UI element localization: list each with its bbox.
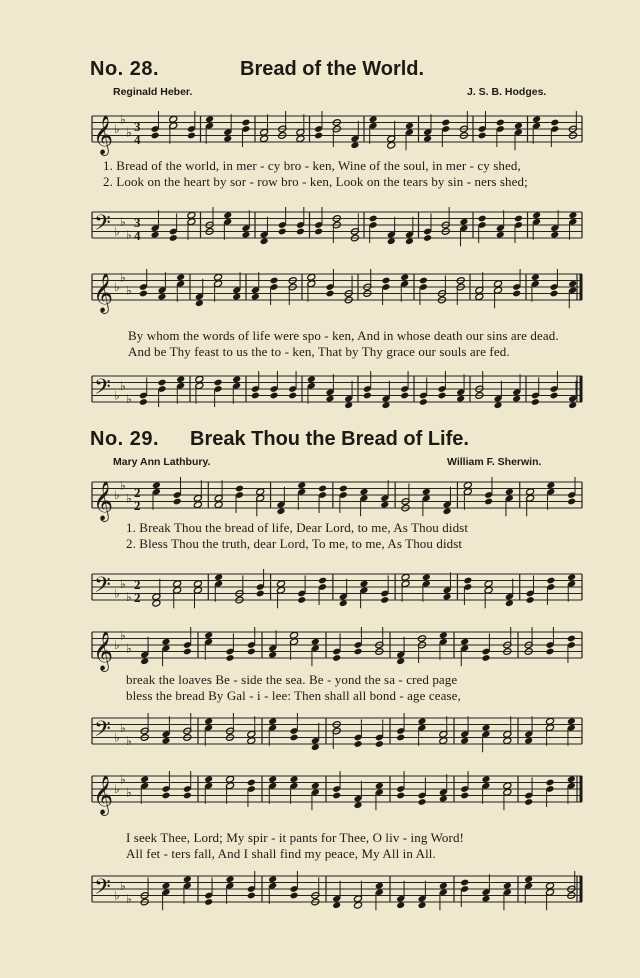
note-head — [268, 717, 277, 725]
flat-icon: ♭ — [114, 388, 120, 403]
note-head — [478, 215, 487, 223]
flat-icon: ♭ — [126, 891, 132, 906]
note-head — [482, 775, 491, 783]
note-head — [307, 273, 316, 281]
lyric-line: 2. Bless Thou the truth, dear Lord, To me, to me, As Thou didst — [126, 536, 463, 551]
flat-icon: ♭ — [126, 589, 132, 604]
flat-icon: ♭ — [114, 280, 120, 294]
note-head — [290, 892, 299, 900]
note-head — [139, 398, 148, 406]
note-head — [546, 481, 555, 489]
note-head — [162, 792, 171, 800]
lyric-line: I seek Thee, Lord; My spir - it pants for Thee, O liv - ing Word! — [126, 830, 464, 845]
note-head — [232, 293, 241, 301]
treble-staff — [0, 628, 640, 671]
note-head — [276, 507, 285, 515]
note-head — [396, 901, 405, 909]
note-head — [459, 218, 468, 226]
note-head — [183, 648, 192, 656]
note-head — [235, 485, 244, 493]
time-signature-bottom: 4 — [134, 132, 141, 148]
note-head — [251, 392, 260, 400]
note-head — [350, 141, 359, 149]
note-head — [439, 795, 448, 803]
note-head — [173, 580, 182, 588]
note-head — [326, 290, 335, 298]
note-head — [360, 580, 369, 588]
note-head — [247, 648, 256, 656]
note-head — [418, 798, 427, 806]
lyric-line: 1. Break Thou the bread of life, Dear Lord, to me, As Thou didst — [126, 520, 469, 535]
note-head — [482, 724, 491, 732]
note-head — [363, 392, 372, 400]
treble-clef-icon: 𝄞 — [93, 115, 114, 155]
note-head — [568, 211, 577, 219]
note-head — [567, 573, 576, 581]
bass-clef-icon: 𝄢 — [94, 717, 111, 747]
note-head — [396, 792, 405, 800]
note-head — [268, 875, 277, 883]
note-head — [251, 293, 260, 301]
note-head — [382, 277, 391, 285]
note-head — [419, 398, 428, 406]
note-head — [375, 882, 384, 890]
note-head — [183, 875, 192, 883]
note-head — [396, 657, 405, 665]
note-head — [187, 211, 196, 219]
note-head — [354, 648, 363, 656]
note-head — [546, 577, 555, 585]
flat-icon: ♭ — [120, 576, 126, 591]
note-head — [152, 481, 161, 489]
note-head — [567, 717, 576, 725]
hymn-number: No. 28. — [90, 58, 160, 80]
note-head — [270, 392, 279, 400]
note-head — [438, 392, 447, 400]
note-head — [204, 775, 213, 783]
note-head — [162, 638, 171, 646]
note-head — [296, 135, 305, 143]
note-head — [204, 717, 213, 725]
note-head — [162, 882, 171, 890]
note-head — [503, 882, 512, 890]
note-head — [387, 141, 396, 149]
flat-icon: ♭ — [114, 586, 120, 601]
bass-staff — [0, 714, 640, 754]
note-head — [550, 119, 559, 127]
lyric-line: bless the bread By Gal - i - lee: Then shall all bond - age cease, — [126, 688, 461, 703]
note-head — [484, 580, 493, 588]
note-head — [290, 631, 299, 639]
note-head — [423, 234, 432, 242]
note-head — [214, 573, 223, 581]
flat-icon: ♭ — [114, 638, 120, 652]
flat-icon: ♭ — [114, 782, 120, 796]
hymn-title: Break Thou the Bread of Life. — [190, 428, 469, 450]
note-head — [401, 573, 410, 581]
note-head — [204, 631, 213, 639]
note-head — [531, 398, 540, 406]
note-head — [546, 882, 555, 890]
lyric-line: All fet - ters fall, And I shall find my peace, My All in All. — [126, 846, 436, 861]
bass-clef-icon: 𝄢 — [94, 573, 111, 603]
treble-staff — [0, 772, 640, 815]
note-head — [550, 392, 559, 400]
note-head — [482, 654, 491, 662]
note-head — [419, 277, 428, 285]
note-head — [524, 798, 533, 806]
note-head — [311, 782, 320, 790]
note-head — [494, 401, 503, 409]
note-head — [503, 737, 512, 745]
note-head — [526, 596, 535, 604]
note-head — [232, 375, 241, 383]
flat-icon: ♭ — [126, 125, 132, 140]
note-head — [354, 740, 363, 748]
note-head — [514, 215, 523, 223]
note-head — [443, 593, 452, 601]
flat-icon: ♭ — [120, 720, 126, 735]
note-head — [514, 122, 523, 130]
time-signature-top: 2 — [134, 485, 141, 501]
note-head — [158, 379, 167, 387]
flat-icon: ♭ — [114, 224, 120, 239]
note-head — [460, 879, 469, 887]
note-head — [380, 501, 389, 509]
note-head — [405, 237, 414, 245]
note-head — [439, 631, 448, 639]
hymn-number: No. 29. — [90, 428, 160, 450]
note-head — [380, 596, 389, 604]
note-head — [526, 488, 535, 496]
note-head — [311, 638, 320, 646]
note-head — [354, 801, 363, 809]
note-head — [247, 892, 256, 900]
note-head — [439, 882, 448, 890]
time-signature-bottom: 2 — [134, 498, 141, 514]
note-head — [422, 488, 431, 496]
note-head — [382, 401, 391, 409]
time-signature-top: 2 — [134, 577, 141, 593]
time-signature-top: 3 — [134, 215, 141, 231]
note-head — [162, 737, 171, 745]
note-head — [318, 485, 327, 493]
note-head — [176, 375, 185, 383]
bass-staff — [0, 872, 640, 912]
bass-clef-icon: 𝄢 — [94, 211, 111, 241]
note-head — [344, 401, 353, 409]
treble-clef-icon: 𝄞 — [93, 481, 114, 521]
treble-staff — [0, 270, 640, 313]
note-head — [173, 498, 182, 506]
bass-staff — [0, 372, 640, 412]
note-head — [297, 481, 306, 489]
note-head — [326, 395, 335, 403]
flat-icon: ♭ — [126, 227, 132, 242]
note-head — [567, 635, 576, 643]
flat-icon: ♭ — [114, 122, 120, 136]
note-head — [546, 648, 555, 656]
note-head — [460, 737, 469, 745]
note-head — [270, 277, 279, 285]
note-head — [187, 132, 196, 140]
note-head — [532, 211, 541, 219]
note-head — [567, 498, 576, 506]
note-head — [496, 231, 505, 239]
note-head — [193, 501, 202, 509]
note-head — [151, 132, 160, 140]
final-bar — [580, 876, 583, 902]
note-head — [226, 875, 235, 883]
note-head — [441, 119, 450, 127]
time-signature-top: 3 — [134, 119, 141, 135]
note-head — [475, 293, 484, 301]
music-credit: William F. Sherwin. — [447, 456, 542, 468]
lyric-line: 2. Look on the heart by sor - row bro - ken, Look on the tears by sin - ners shed; — [103, 174, 528, 189]
note-head — [439, 737, 448, 745]
note-head — [418, 901, 427, 909]
note-head — [418, 717, 427, 725]
note-head — [478, 132, 487, 140]
treble-clef-icon: 𝄞 — [93, 631, 114, 671]
flat-icon: ♭ — [114, 730, 120, 745]
note-head — [405, 122, 414, 130]
note-head — [195, 299, 204, 307]
bass-clef-icon: 𝄢 — [94, 375, 111, 405]
note-head — [214, 379, 223, 387]
note-head — [311, 743, 320, 751]
note-head — [314, 228, 323, 236]
note-head — [375, 782, 384, 790]
note-head — [463, 481, 472, 489]
note-head — [176, 273, 185, 281]
note-head — [568, 280, 577, 288]
note-head — [505, 599, 514, 607]
note-head — [139, 290, 148, 298]
flat-icon: ♭ — [120, 378, 126, 393]
note-head — [296, 228, 305, 236]
note-head — [276, 580, 285, 588]
note-head — [268, 651, 277, 659]
note-head — [400, 392, 409, 400]
note-head — [396, 734, 405, 742]
note-head — [307, 375, 316, 383]
words-credit: Mary Ann Lathbury. — [113, 456, 211, 468]
note-head — [494, 280, 503, 288]
note-head — [369, 115, 378, 123]
note-head — [183, 792, 192, 800]
note-head — [567, 775, 576, 783]
note-head — [524, 875, 533, 883]
note-head — [140, 657, 149, 665]
flat-icon: ♭ — [120, 112, 126, 127]
note-head — [375, 740, 384, 748]
note-head — [456, 395, 465, 403]
note-head — [332, 792, 341, 800]
note-head — [496, 119, 505, 127]
treble-staff — [0, 478, 640, 521]
lyric-line: And be Thy feast to us the to - ken, That by Thy grace our souls are fed. — [128, 344, 510, 359]
note-head — [369, 215, 378, 223]
note-head — [423, 135, 432, 143]
flat-icon: ♭ — [126, 785, 132, 800]
note-head — [256, 590, 265, 598]
note-head — [193, 580, 202, 588]
note-head — [169, 234, 178, 242]
note-head — [223, 135, 232, 143]
note-head — [260, 237, 269, 245]
note-head — [214, 501, 223, 509]
note-head — [204, 898, 213, 906]
note-head — [247, 737, 256, 745]
note-head — [387, 237, 396, 245]
note-head — [339, 599, 348, 607]
note-head — [512, 395, 521, 403]
note-head — [241, 231, 250, 239]
note-head — [226, 775, 235, 783]
note-head — [443, 507, 452, 515]
note-head — [503, 782, 512, 790]
flat-icon: ♭ — [126, 641, 132, 656]
note-head — [332, 654, 341, 662]
treble-staff — [0, 112, 640, 155]
note-head — [512, 290, 521, 298]
time-signature-bottom: 2 — [134, 590, 141, 606]
note-head — [531, 273, 540, 281]
note-head — [550, 290, 559, 298]
flat-icon: ♭ — [114, 488, 120, 502]
treble-clef-icon: 𝄞 — [93, 775, 114, 815]
lyric-line: 1. Bread of the world, in mer - cy bro - ken, Wine of the soul, in mer - cy shed, — [103, 158, 521, 173]
flat-icon: ♭ — [126, 391, 132, 406]
note-head — [532, 115, 541, 123]
note-head — [223, 211, 232, 219]
note-head — [241, 119, 250, 127]
note-head — [214, 273, 223, 281]
final-bar — [580, 776, 583, 802]
bass-clef-icon: 𝄢 — [94, 875, 111, 905]
note-head — [256, 488, 265, 496]
note-head — [140, 775, 149, 783]
bass-staff — [0, 570, 640, 610]
treble-clef-icon: 𝄞 — [93, 273, 114, 313]
note-head — [460, 792, 469, 800]
note-head — [339, 485, 348, 493]
flat-icon: ♭ — [126, 283, 132, 298]
note-head — [290, 734, 299, 742]
note-head — [546, 717, 555, 725]
time-signature-bottom: 4 — [134, 228, 141, 244]
flat-icon: ♭ — [120, 628, 126, 643]
final-bar — [580, 274, 583, 300]
note-head — [318, 577, 327, 585]
flat-icon: ♭ — [114, 888, 120, 903]
bass-staff — [0, 208, 640, 248]
note-head — [268, 775, 277, 783]
note-head — [158, 293, 167, 301]
flat-icon: ♭ — [120, 478, 126, 493]
note-head — [400, 273, 409, 281]
note-head — [360, 488, 369, 496]
music-credit: J. S. B. Hodges. — [467, 86, 547, 98]
note-head — [482, 895, 491, 903]
note-head — [226, 654, 235, 662]
note-head — [546, 779, 555, 787]
note-head — [505, 488, 514, 496]
final-bar — [580, 376, 583, 402]
note-head — [354, 901, 363, 909]
note-head — [463, 577, 472, 585]
flat-icon: ♭ — [126, 491, 132, 506]
note-head — [260, 135, 269, 143]
flat-icon: ♭ — [126, 733, 132, 748]
words-credit: Reginald Heber. — [113, 86, 193, 98]
note-head — [169, 115, 178, 123]
lyric-line: By whom the words of life were spo - ken, And in whose death our sins are dead. — [128, 328, 559, 343]
note-head — [205, 115, 214, 123]
note-head — [550, 231, 559, 239]
note-head — [524, 737, 533, 745]
flat-icon: ♭ — [120, 270, 126, 285]
note-head — [422, 573, 431, 581]
note-head — [290, 775, 299, 783]
note-head — [484, 498, 493, 506]
flat-icon: ♭ — [120, 878, 126, 893]
note-head — [247, 779, 256, 787]
note-head — [332, 901, 341, 909]
note-head — [152, 599, 161, 607]
note-head — [568, 401, 577, 409]
note-head — [460, 638, 469, 646]
note-head — [151, 231, 160, 239]
hymn-title: Bread of the World. — [240, 58, 425, 80]
flat-icon: ♭ — [120, 772, 126, 787]
note-head — [297, 596, 306, 604]
flat-icon: ♭ — [120, 214, 126, 229]
note-head — [278, 228, 287, 236]
note-head — [314, 132, 323, 140]
note-head — [288, 392, 297, 400]
lyric-line: break the loaves Be - side the sea. Be - yond the sa - cred page — [126, 672, 458, 687]
note-head — [195, 375, 204, 383]
